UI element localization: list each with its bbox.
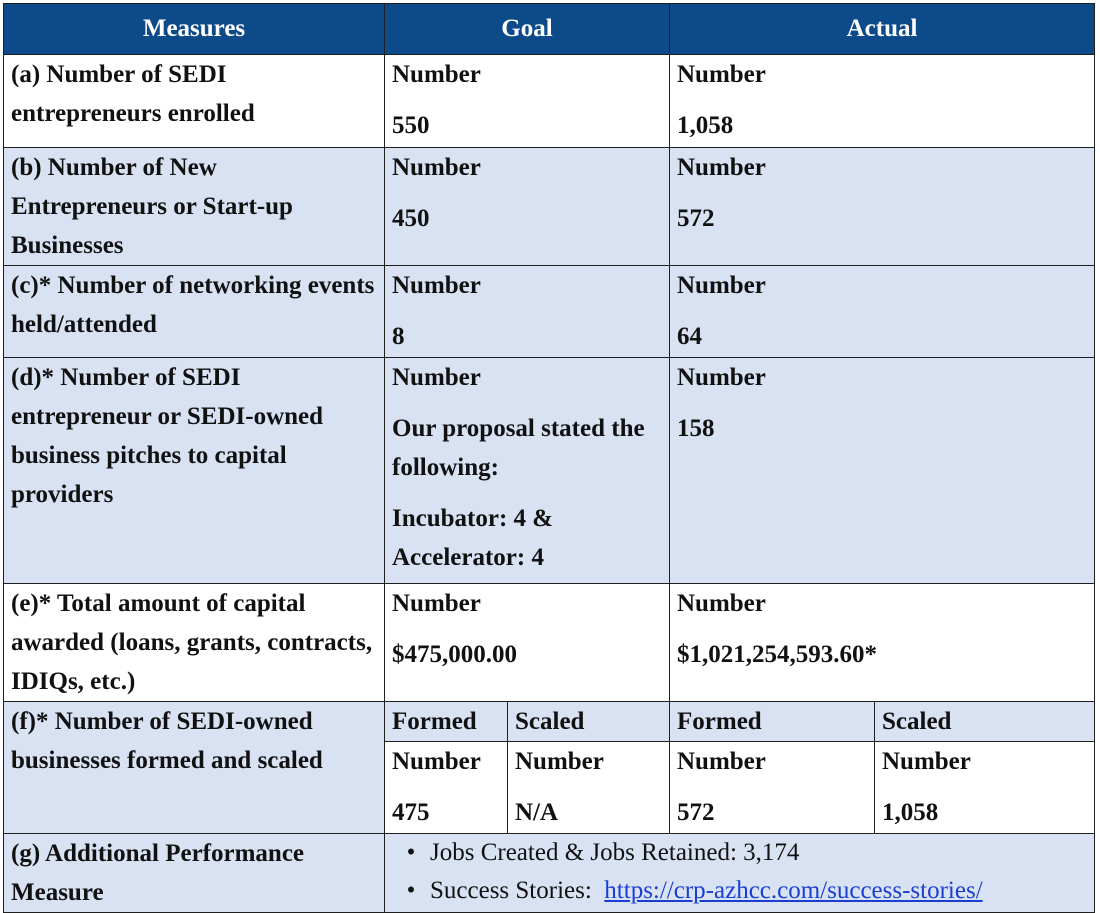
measure-label: (f)* Number of SEDI-owned businesses formed and scaled [4, 702, 385, 834]
goal-note: Our proposal stated the following: [392, 415, 645, 481]
goal-unit-label: Number [392, 154, 481, 181]
jobs-created-text: Jobs Created & Jobs Retained: 3,174 [430, 839, 800, 866]
goal-formed-cell [385, 742, 508, 834]
table-row [4, 358, 1095, 584]
actual-scaled-header: Scaled [875, 702, 1095, 742]
measure-label: (b) Number of New Entrepreneurs or Start-up Businesses [4, 148, 385, 266]
actual-value: 158 [677, 415, 715, 442]
goal-scaled-value: N/A [515, 799, 559, 826]
success-stories-link[interactable]: https://crp-azhcc.com/success-stories/ [604, 877, 983, 904]
measure-label: (e)* Total amount of capital awarded (loans, grants, contracts, IDIQs, etc.) [4, 584, 385, 702]
actual-unit-label: Number [677, 272, 766, 299]
actual-cell [670, 148, 1095, 266]
actual-unit-label: Number [677, 364, 766, 391]
success-stories-label: Success Stories: [430, 877, 605, 904]
actual-value: $1,021,254,593.60* [677, 641, 877, 668]
performance-measures-table [3, 3, 1095, 913]
actual-unit-label: Number [677, 590, 766, 617]
goal-scaled-cell [508, 742, 670, 834]
table-row [4, 702, 1095, 742]
header-row [4, 4, 1095, 55]
additional-measures-cell [385, 834, 1095, 913]
list-item [392, 834, 1087, 872]
actual-value: 572 [677, 205, 715, 232]
list-item [392, 872, 1087, 910]
measure-label: (g) Additional Performance Measure [4, 834, 385, 913]
actual-scaled-unit-label: Number [882, 748, 971, 775]
actual-formed-value: 572 [677, 799, 715, 826]
actual-cell [670, 55, 1095, 148]
goal-value: 550 [392, 112, 430, 139]
goal-unit-label: Number [392, 364, 481, 391]
measure-label: (a) Number of SEDI entrepreneurs enrolled [4, 55, 385, 148]
actual-unit-label: Number [677, 61, 766, 88]
goal-scaled-unit-label: Number [515, 748, 604, 775]
goal-value: $475,000.00 [392, 641, 517, 668]
actual-formed-header: Formed [670, 702, 875, 742]
goal-unit-label: Number [392, 590, 481, 617]
table-row [4, 55, 1095, 148]
measure-label: (d)* Number of SEDI entrepreneur or SEDI-owned business pitches to capital providers [4, 358, 385, 584]
table-row [4, 148, 1095, 266]
actual-cell [670, 358, 1095, 584]
actual-cell [670, 266, 1095, 358]
table-row [4, 266, 1095, 358]
goal-value: 8 [392, 323, 405, 350]
actual-value: 1,058 [677, 112, 734, 139]
goal-cell [385, 55, 670, 148]
actual-unit-label: Number [677, 154, 766, 181]
goal-cell [385, 584, 670, 702]
goal-cell [385, 358, 670, 584]
goal-unit-label: Number [392, 61, 481, 88]
actual-formed-cell [670, 742, 875, 834]
goal-scaled-header: Scaled [508, 702, 670, 742]
table-row [4, 584, 1095, 702]
bullet-icon: • [406, 839, 416, 866]
actual-scaled-cell [875, 742, 1095, 834]
actual-value: 64 [677, 323, 702, 350]
goal-cell [385, 148, 670, 266]
goal-cell [385, 266, 670, 358]
measure-label: (c)* Number of networking events held/attended [4, 266, 385, 358]
goal-unit-label: Number [392, 272, 481, 299]
table-row [4, 834, 1095, 913]
bullet-icon: • [406, 877, 416, 904]
goal-value: Incubator: 4 & Accelerator: 4 [392, 505, 554, 571]
goal-formed-unit-label: Number [392, 748, 481, 775]
actual-formed-unit-label: Number [677, 748, 766, 775]
actual-cell [670, 584, 1095, 702]
header-measures: Measures [4, 4, 385, 55]
header-actual: Actual [670, 4, 1095, 55]
goal-value: 450 [392, 205, 430, 232]
goal-formed-header: Formed [385, 702, 508, 742]
goal-formed-value: 475 [392, 799, 430, 826]
header-goal: Goal [385, 4, 670, 55]
actual-scaled-value: 1,058 [882, 799, 939, 826]
